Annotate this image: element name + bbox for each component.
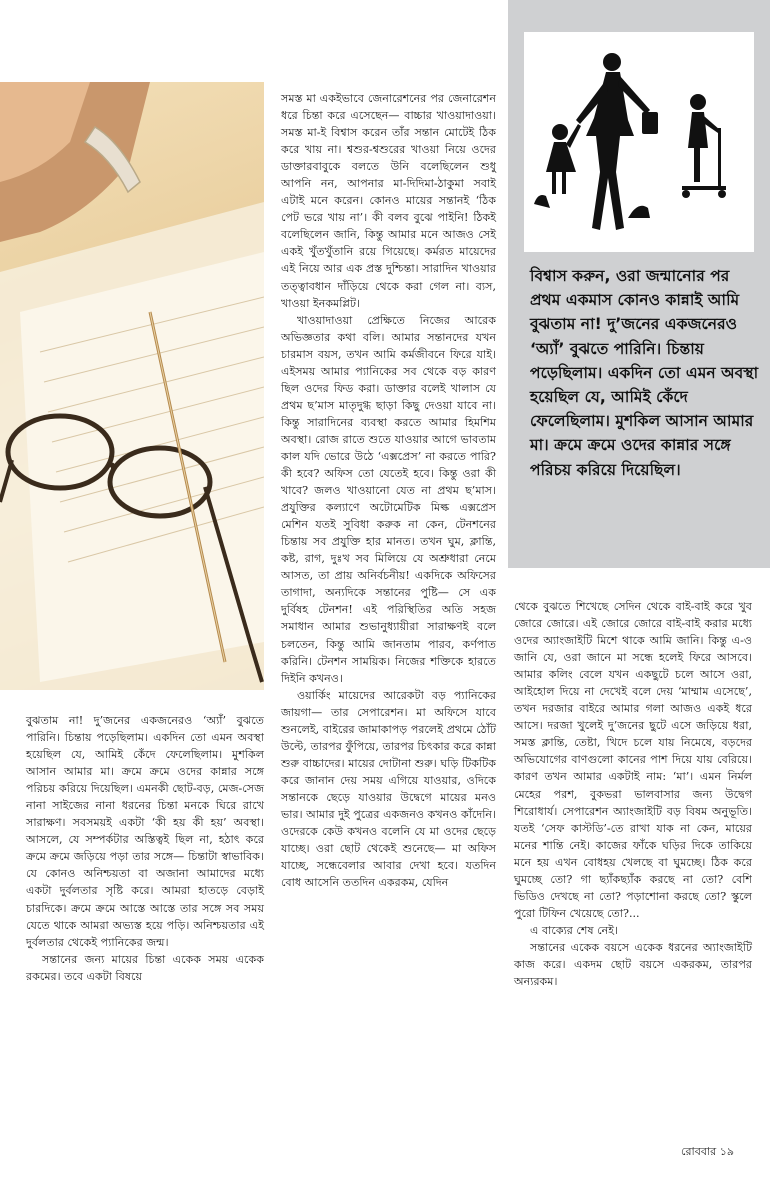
paragraph: বুঝতাম না! দু’জনের একজনেরও ‘অ্যাঁ’ বুঝতে পারিনি। চিন্তায় পড়েছিলাম। একদিন তো এমন অবস্থা হয়েছিল যে, আমিই কেঁদে ফেলেছিলাম। মুশকিল আসান আমার মা। ক্রমে ক্রমে ওদের কান্নার সঙ্গে পরিচয় করিয়ে দিয়েছিল। এমনকী ছোট-বড়, মেজ-সেজ নানা সাইজের নানা ধরনের চিন্তা মনকে ঘিরে রাখে সারাক্ষণ। সবসময়ই একটা ‘কী হয় কী হয়’ অবস্থা। আসলে, যে সম্পর্কটার অস্তিত্বই ছিল না, হঠাৎ করে ক্রমে ক্রমে জড়িয়ে পড়া তার সঙ্গে— চিন্তাটা স্বাভাবিক। যে কোনও অনিশ্চয়তা বা অজানা আমাদের মধ্যে একটা দুর্বলতার সৃষ্টি করে। আমরা হাতড়ে বেড়াই চারদিকে। ক্রমে ক্রমে আস্তে আস্তে তার সঙ্গে সব সময় যেতে থাকে আমরা অভ্যস্ত হয়ে পড়ি। অনিশ্চয়তার এই দুর্বলতার থেকেই প্যানিকের জন্ম। xyxy=(26,714,264,949)
paragraph: সন্তানের একেক বয়সে একেক ধরনের অ্যাংজাইটি কাজ করে। একদম ছোট বয়সে একরকম, তারপর অন্যরকম। xyxy=(514,940,752,989)
paragraph: এ বাক্যের শেষ নেই। xyxy=(530,923,618,937)
family-illustration xyxy=(524,32,754,252)
paragraph: থেকে বুঝতে শিখেছে সেদিন থেকে বাই-বাই করে খুব জোরে জোরে। এই জোরে জোরে বাই-বাই করার মধ্যে ওদের অ্যাংজাইটি মিশে থাকে আমি জানি। কিন্তু এ-ও জানি যে, ওরা জানে মা সন্ধে হলেই ফিরে আসবে। আমার কলিং বেলে যখন একছুটে চলে আসে ওরা, আইহোল দিয়ে না দেখেই বলে দেয় ‘মাম্মাম এসেছে’, তখন দরজার বাইরে আমার গলা আজও একই ধরে আসে। দরজা খুলেই দু’জনের ছুটে এসে জড়িয়ে ধরা, সমস্ত ক্লান্তি, তেষ্টা, খিদে চলে যায় নিমেষে, বড়দের অভিযোগের বাণগুলো কানের পাশ দিয়ে যায় বেরিয়ে। কারণ তখন আমার একটাই নাম: ‘মা’। এমন নির্মল মেহের পরশ, বুকভরা ভালবাসার জন্য উদ্বেগ শিরোধার্য। সেপারেশন অ্যাংজাইটি বড় বিষম অনুভূতি। যতই ‘সেফ কাস্টডি’-তে রাখা যাক না কেন, মায়ের মনের শান্তি নেই। কাজের ফাঁকে ঘড়ির দিকে তাকিয়ে মনে হয় এখন বোধহয় খেলছে বা ঘুমচ্ছে। ঠিক করে ঘুমচ্ছে তো? গা ছ্যাঁকছ্যাঁক করছে না তো? বেশি ভিডিও দেখছে না তো? পড়াশোনা করছে তো? স্কুলে পুরো টিফিন খেয়েছে তো?... xyxy=(514,600,752,920)
paragraph: সমস্ত মা একইভাবে জেনারেশনের পর জেনারেশন ধরে চিন্তা করে এসেছেন— বাচ্চার খাওয়াদাওয়া। সমস্ত মা-ই বিশ্বাস করেন তাঁর সন্তান মোটেই ঠিক করে খায় না। শ্বশুর-শ্বশুরের খাওয়া নিয়ে ওদের ডাক্তারবাবুকে বলতে উনি বলেছিলেন শুধু আপনি নন, আপনার মা-দিদিমা-ঠাকুমা সবাই এটাই মনে করেন। কোনও মায়ের সন্তানই ‘ঠিক পেট ভরে খায় না’। কী বলব বুঝে পাইনি! ঠিকই বলেছিলেন জানি, কিন্তু আমার মনে আজও সেই একই খুঁতখুঁতানি রয়ে গিয়েছে। কর্মরত মায়েদের এই নিয়ে আর এক প্রস্ত দুশ্চিন্তা। সারাদিন খাওয়ার তত্ত্বাবধান দাঁড়িয়ে থেকে করা গেল না। ব্যস, খাওয়া ইনকমপ্লিট। xyxy=(281,92,496,310)
article-column-right xyxy=(514,598,752,990)
page-number: রোববার ১৯ xyxy=(681,1145,734,1158)
paragraph: খাওয়াদাওয়া প্রেক্ষিতে নিজের আরেক অভিজ্ঞতার কথা বলি। আমার সন্তানদের যখন চারমাস বয়স, তখন আমি কর্মজীবনে ফিরে যাই। এইসময় আমার প্যানিকের সব থেকে বড় কারণ ছিল ওদের ফিড করা। ডাক্তার বলেই খালাস যে প্রথম ছ’মাস মাতৃদুগ্ধ ছাড়া কিছু দেওয়া যাবে না। কিন্তু সারাদিনের ব্যবস্থা করতে আমার হিমশিম অবস্থা। রোজ রাতে শুতে যাওয়ার আগে ভাবতাম কাল যদি ভোরে উঠে ‘এক্সপ্রেস’ না করতে পারি? কী হবে? অফিস তো যেতেই হবে। কিন্তু ওরা কী খাবে? জলও খাওয়ানো যেত না প্রথম ছ’মাস। প্রযুক্তির কল্যাণে অটোমেটিক মিল্ক এক্সপ্রেস মেশিন যতই সুবিধা করুক না কেন, টেনশনের চিন্তায় সব প্রযুক্তি হার মানত। তখন ঘুম, ক্লান্তি, কষ্ট, রাগ, দুঃখ সব মিলিয়ে যে অশ্রুধারা নেমে আসত, তা প্রায় অনির্বচনীয়! একদিকে অফিসের তাগাদা, অন্যদিকে সন্তানের পুষ্টি— সে এক দুর্বিষহ টেনশন! এই পরিস্থিতির অতি সহজ সমাধান আমার শুভানুধ্যায়ীরা সারাক্ষণই বলে চলতেন, কিন্তু আমি জানতাম পারব, কর্ণপাত করিনি। টেনশন সাময়িক। নিজের শক্তিকে হারতে দিইনি কখনও। xyxy=(281,313,496,685)
paragraph: ওয়ার্কিং মায়েদের আরেকটা বড় প্যানিকের জায়গা— তার সেপারেশন। মা অফিসে যাবে শুনলেই, বাইরের জামাকাপড় পরলেই প্রথমে ঠোঁট উল্টে, তারপর ফুঁপিয়ে, তারপর চিৎকার করে কান্না শুরু বাচ্চাদের। মায়ের দোটানা শুরু। ঘড়ি টিকটিক করে জানান দেয় সময় এগিয়ে যাওয়ার, ওদিকে সন্তানকে ছেড়ে যাওয়ার উদ্বেগে মায়ের মনও ভার। আমার দুই পুত্রের একজনও কখনও কাঁদেনি। ওদেরকে কেউ কখনও বলেনি যে মা ওদের ছেড়ে যাচ্ছে। ওরা ছোট থেকেই শুনেছে— মা অফিস যাচ্ছে, সন্ধেবেলার আবার দেখা হবে। যতদিন বোধ আসেনি ততদিন একরকম, যেদিন xyxy=(281,688,496,890)
photo-glasses-notebook xyxy=(0,82,264,690)
article-column-left xyxy=(26,712,264,985)
article-column-middle xyxy=(281,90,496,891)
pull-quote-text: বিশ্বাস করুন, ওরা জন্মানোর পর প্রথম একমাস কোনও কান্নাই আমি বুঝতাম না! দু’জনের একজনেরও ‘অ্যাঁ’ বুঝতে পারিনি। চিন্তায় পড়েছিলাম। একদিন তো এমন অবস্থা হয়েছিল যে, আমিই কেঁদে ফেলেছিলাম। মুশকিল আসান আমার মা। ক্রমে ক্রমে ওদের কান্নার সঙ্গে পরিচয় করিয়ে দিয়েছিল। xyxy=(530,267,759,479)
paragraph: সন্তানের জন্য মায়ের চিন্তা একেক সময় একেক রকমের। তবে একটা বিষয়ে xyxy=(26,952,264,983)
photo-illustration xyxy=(0,82,264,690)
